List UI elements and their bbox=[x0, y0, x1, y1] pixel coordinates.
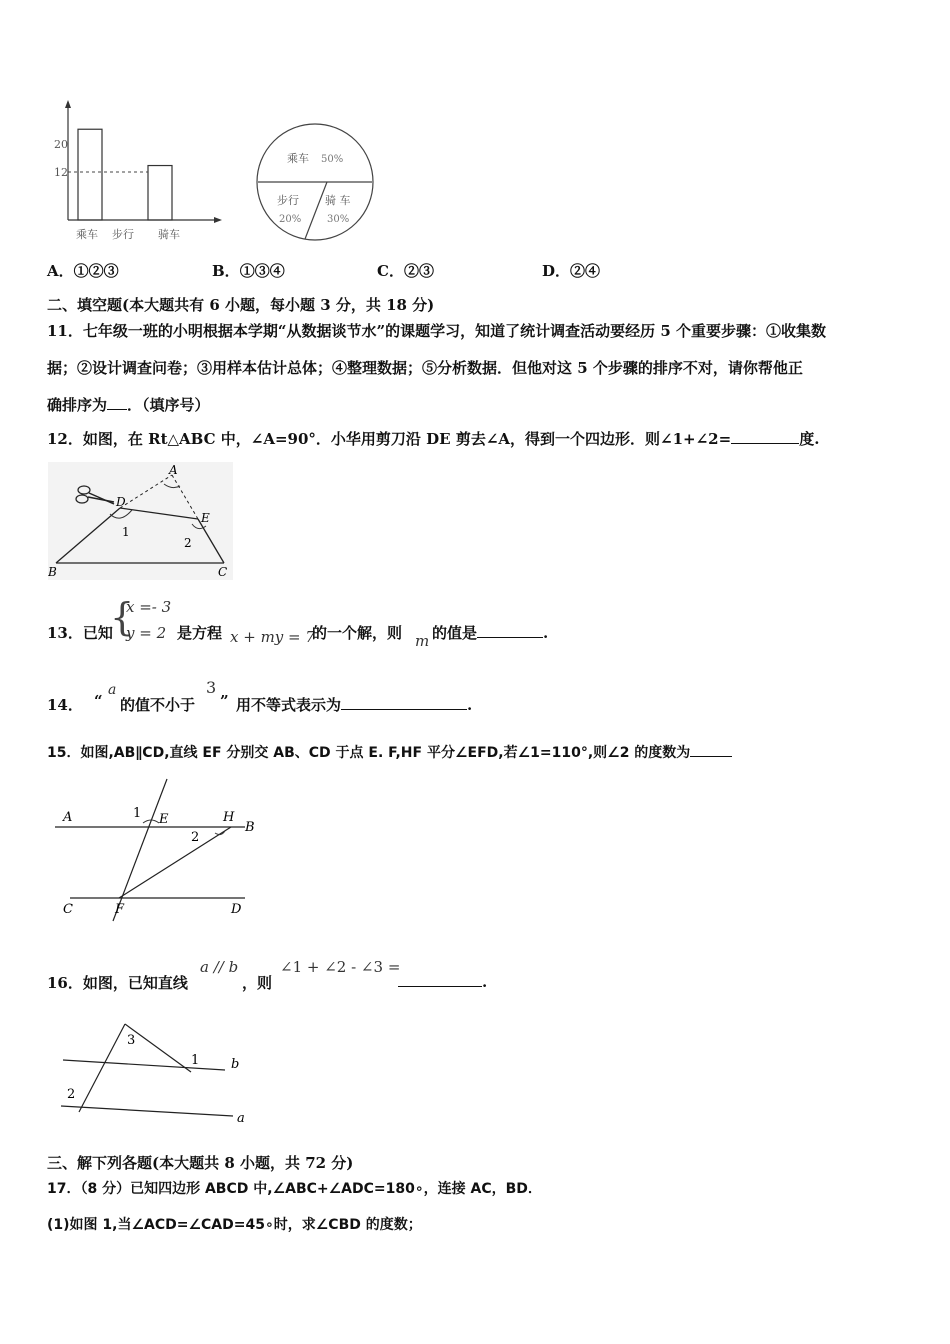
q15-figure bbox=[55, 775, 270, 925]
option-d: D．②④ bbox=[542, 262, 601, 280]
q12-text: 12．如图，在 Rt△ABC 中，∠A=90°．小华用剪刀沿 DE 剪去∠A，得到一个四边形．则∠1+∠2= 度. bbox=[47, 430, 820, 448]
var-a: a bbox=[108, 682, 117, 698]
y-tick-label: 12 bbox=[54, 166, 68, 179]
svg-text:a: a bbox=[237, 1111, 245, 1126]
svg-text:E: E bbox=[159, 812, 169, 827]
q11-line: 11．七年级一班的小明根据本学期“从数据谈节水”的课题学习，知道了统计调查活动要经历 5 个重要步骤：①收集数 bbox=[47, 322, 827, 340]
q16-text: . bbox=[398, 972, 487, 991]
answer-blank bbox=[341, 695, 467, 710]
svg-text:C: C bbox=[63, 902, 73, 917]
svg-text:1: 1 bbox=[133, 806, 142, 821]
svg-text:b: b bbox=[231, 1057, 240, 1072]
y-tick-label: 20 bbox=[54, 138, 68, 151]
answer-blank bbox=[107, 395, 127, 410]
svg-text:1: 1 bbox=[122, 525, 130, 539]
parallel-expr: a // b bbox=[200, 958, 239, 976]
q14-text: 的值不小于 bbox=[120, 696, 196, 714]
q13-text: 的一个解，则 bbox=[312, 624, 403, 642]
pie-slice-label: 步行 bbox=[277, 194, 299, 207]
q14-text: 用不等式表示为 . bbox=[236, 696, 473, 714]
system-eq-2: y = 2 bbox=[126, 624, 167, 642]
svg-text:B: B bbox=[245, 820, 255, 835]
q17-sub1: (1)如图 1,当∠ACD=∠CAD=45∘时，求∠CBD 的度数； bbox=[47, 1217, 422, 1233]
pie-slice-value: 20% bbox=[279, 214, 302, 225]
pie-slice-divider bbox=[305, 182, 327, 239]
section-title: 二、填空题(本大题共有 6 小题，每小题 3 分，共 18 分) bbox=[47, 296, 435, 314]
svg-text:2: 2 bbox=[184, 536, 192, 550]
q13-text: 是方程 bbox=[177, 624, 223, 642]
q16-text: ，则 bbox=[242, 974, 273, 992]
equation: x + my = 7 bbox=[230, 628, 315, 646]
q11-line: 据；②设计调查问卷；③用样本估计总体；④整理数据；⑤分析数据．但他对这 5 个步骤的排序不对，请你帮他正 bbox=[47, 359, 803, 377]
brace: { bbox=[110, 595, 135, 639]
x-tick-label: 乘车 bbox=[76, 228, 98, 241]
x-tick-label: 骑车 bbox=[158, 228, 180, 241]
svg-text:2: 2 bbox=[191, 830, 200, 845]
q11-line: 确排序为 ．（填序号） bbox=[47, 396, 210, 414]
answer-blank bbox=[398, 972, 482, 987]
quote-open: “ bbox=[94, 692, 103, 710]
svg-text:D: D bbox=[116, 495, 126, 509]
section-title: 三、解下列各题(本大题共 8 小题，共 72 分) bbox=[47, 1154, 354, 1172]
bar-骑车 bbox=[148, 166, 172, 220]
number-3: 3 bbox=[206, 678, 217, 697]
bar-chart bbox=[48, 98, 226, 244]
answer-blank bbox=[690, 742, 732, 757]
q15-text: 15．如图,AB∥CD,直线 EF 分别交 AB、CD 于点 E. F,HF 平分∠EFD,若∠1=110°,则∠2 的度数为 bbox=[47, 742, 732, 762]
y-axis-arrow bbox=[65, 100, 71, 108]
system-eq-1: x =- 3 bbox=[126, 598, 172, 616]
quote-close: ” bbox=[220, 692, 229, 710]
svg-text:3: 3 bbox=[127, 1033, 136, 1048]
x-tick-label: 步行 bbox=[112, 228, 134, 241]
q14-num: 14． bbox=[47, 696, 83, 714]
svg-text:2: 2 bbox=[67, 1087, 76, 1102]
svg-text:F: F bbox=[115, 902, 125, 917]
angle-expr: ∠1 + ∠2 - ∠3 = bbox=[280, 958, 401, 976]
svg-text:H: H bbox=[223, 810, 235, 825]
option-c: C．②③ bbox=[377, 262, 434, 280]
bar-乘车 bbox=[78, 129, 102, 220]
pie-slice-value: 30% bbox=[327, 214, 350, 225]
pie-slice-label: 骑 车 bbox=[325, 194, 351, 207]
option-a: A．①②③ bbox=[47, 262, 119, 280]
pie-slice-value: 50% bbox=[321, 154, 344, 165]
answer-blank bbox=[731, 429, 799, 444]
option-b: B．①③④ bbox=[212, 262, 285, 280]
svg-text:B: B bbox=[48, 565, 57, 579]
svg-text:D: D bbox=[231, 902, 242, 917]
pie-slice-label: 乘车 bbox=[287, 152, 309, 165]
svg-text:1: 1 bbox=[191, 1053, 200, 1068]
svg-text:A: A bbox=[169, 463, 178, 477]
q12-figure bbox=[48, 462, 233, 580]
x-axis-arrow bbox=[214, 217, 222, 223]
svg-text:C: C bbox=[218, 565, 228, 579]
q17-text: 17．（8 分）已知四边形 ABCD 中,∠ABC+∠ADC=180∘，连接 AC，BD． bbox=[47, 1181, 542, 1197]
q16-figure bbox=[55, 1020, 260, 1130]
pie-chart bbox=[255, 120, 375, 245]
q13-prefix: 13．已知 bbox=[47, 624, 113, 642]
q16-prefix: 16．如图，已知直线 bbox=[47, 974, 188, 992]
svg-text:A: A bbox=[63, 810, 73, 825]
var-m: m bbox=[415, 632, 430, 650]
answer-blank bbox=[477, 623, 543, 638]
svg-text:E: E bbox=[201, 511, 210, 525]
q13-text: 的值是 . bbox=[432, 624, 549, 642]
